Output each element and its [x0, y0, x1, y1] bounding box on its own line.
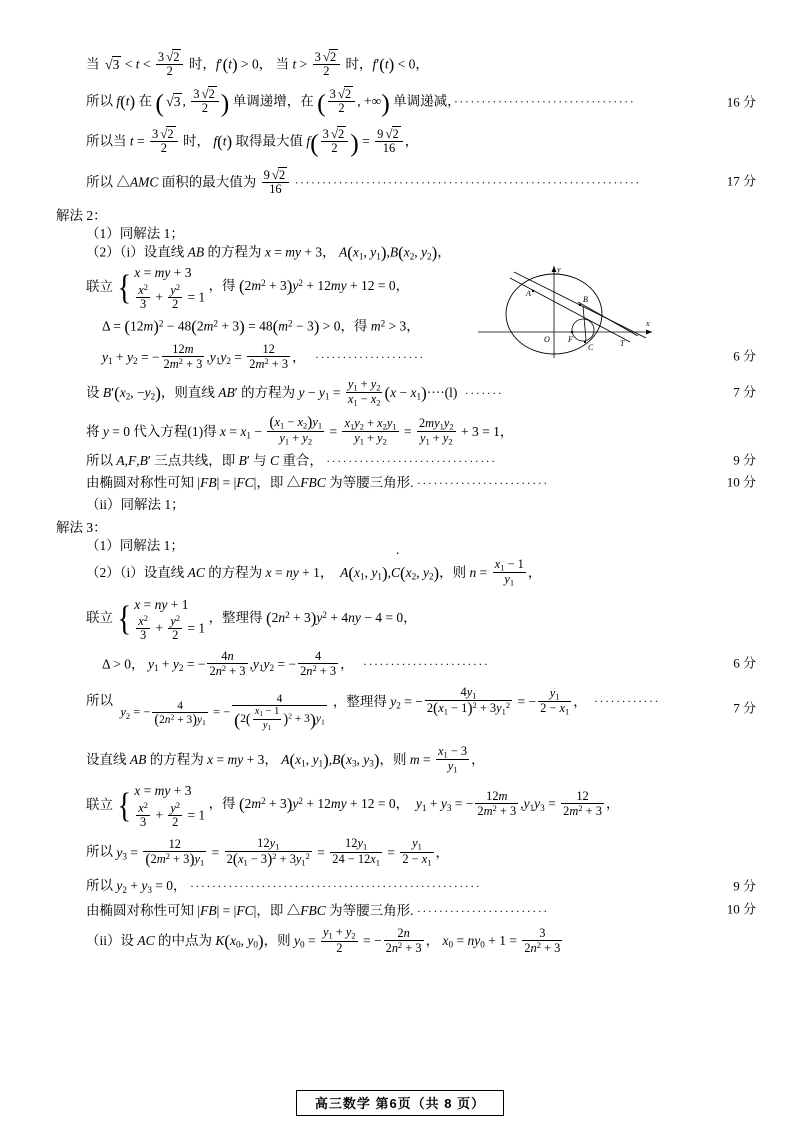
math-line-19: 由椭圆对称性可知 |FB| = |FC|，即 △FBC 为等腰三角形. ························ 10 分	[86, 902, 756, 918]
math-line-17: 所以 $y_3$ = $\frac{12}{(2m^2 + 3)y_1}$ = $\frac{12y_1}{2(x_1 - 3)^2 + 3y_1^2}$ = $\frac{12y_1}{24 - 12x_1}$ = $\frac{y_1}{2 - x_1}$ ，	[86, 835, 449, 868]
score-6-b: 6 分	[733, 655, 756, 671]
math-line-12: 联立 { x = ny + 1 $\frac{x^2}{3}$ + $\frac{y^2}{2}$ = 1 ，整理得 $(2n^2 + 3)y^2 + 4ny - 4 = 0$，	[86, 596, 417, 642]
score-16: 16 分	[726, 94, 756, 110]
math-line-20: （ii）设 AC 的中点为 $K(x_0$, $y_0$)，则 $y_0$ = $\frac{y_1 + y_2}{2}$ = − $\frac{2n}{2n^2 + 3}$ ， $x_0 = ny_0 + 1$ = $\frac{3}{2n^2 + 3}$	[86, 925, 561, 955]
equation-system-1: { x = my + 3 $\frac{x^2}{3}$ + $\frac{y^2}{2}$ = 1	[118, 265, 206, 311]
math-line-5: 联立 { x = my + 3 $\frac{x^2}{3}$ + $\frac{y^2}{2}$ = 1 ，得 $(2m^2 + 3)y^2 + 12my + 12 = 0$，	[86, 265, 410, 311]
math-line-16: 联立 { x = my + 3 $\frac{x^2}{3}$ + $\frac{y^2}{2}$ = 1 ，得 $(2m^2 + 3)y^2 + 12my + 12 = 0$， $y_1 + y_3$ = − $\frac{12m}{2m^2 + 3}$ $,y_1y_3$ = $\frac{12}{2m^2 + 3}$ ，	[86, 783, 620, 829]
document-body	[56, 50, 756, 957]
figure-label-F: F	[568, 335, 573, 344]
section-jiefa-2: 解法 2：	[56, 207, 107, 223]
math-line-2: 所以 f(t) 在 ( √3 , $\frac{3 √2}{2}$ ) 单调递增，在 ( $\frac{3 √2}{2}$ , +∞) 单调递减，································· 16 分	[86, 86, 756, 118]
math-line-7: $y_1 + y_2$ = − $\frac{12m}{2m^2 + 3}$ $,y_1y_2$ = $\frac{12}{2m^2 + 3}$ ， ···················· 6 分	[102, 341, 756, 371]
math-line-18: 所以 $y_2 + y_3 = 0$， ····················································· 9 分	[86, 878, 756, 896]
figure-label-A: A	[526, 289, 531, 298]
figure-label-T: T	[620, 339, 625, 348]
math-line-3: 所以当 t = $\frac{3 √2}{2}$ 时， f(t) 取得最大值 f( $\frac{3 √2}{2}$ ) = $\frac{9 √2}{16}$ ，	[86, 126, 419, 158]
ellipse-figure	[470, 258, 710, 368]
math-line-13: Δ > 0， $y_1 + y_2$ = − $\frac{4n}{2n^2 + 3}$ $,y_1y_2$ = − $\frac{4}{2n^2 + 3}$ ， ······················· 6 分	[102, 648, 756, 678]
footer-label: 高三数学 第6页（共 8 页）	[296, 1090, 504, 1116]
math-line-15: 设直线 AB 的方程为 x = my + 3， $A(x_1$, $y_1),B(x_3$, $y_3$)，则 m = $\frac{x_1 - 3}{y_1}$ ，	[86, 743, 485, 775]
score-6-a: 6 分	[733, 348, 756, 364]
math-line-6: $\Delta = (12m)^2 - 48(2m^2 + 3) = 48(m^2 - 3) > 0$，得 $m^2 > 3$，	[102, 316, 420, 336]
figure-label-y: y	[557, 265, 561, 274]
item-2-i-s3: （2）（i）设直线 AC 的方程为 x = ny + 1， $A(x_1$, $y_1),C(x_2$, $y_2$)，则 n = $\frac{x_1 - 1}{y_1}$ ，	[86, 556, 542, 588]
score-10-a: 10 分	[726, 474, 756, 490]
lianli-label-2: 联立	[86, 609, 113, 625]
suoyi-label-2: 所以	[86, 844, 113, 860]
section-jiefa-3: 解法 3：	[56, 520, 107, 536]
score-9-a: 9 分	[733, 452, 756, 468]
suoyi-label-1: 所以	[86, 693, 113, 709]
math-line-8: 设 $B'(x_2$, $-y_2$)，则直线 AB′ 的方程为 $y - y_1$ = $\frac{y_1 + y_2}{x_1 - x_2}$ $(x - x_1)\cdot\cdot\cdot\cdot(l)$ ······· 7 分	[86, 376, 756, 408]
figure-label-x: x	[646, 319, 650, 328]
item-1-same-1: （1）同解法 1；	[86, 225, 184, 241]
item-2-i-s2: （2）（i）设直线 AB 的方程为 x = my + 3， $A(x_1$, $y_1),B(x_2$, $y_2$)，	[86, 243, 451, 263]
score-17: 17 分	[726, 173, 756, 189]
math-line-9: 将 y = 0 代入方程(1)得 $x = x_1$ − $\frac{(x_1 - x_2)y_1}{y_1 + y_2}$ = $\frac{x_1y_2 + x_2y_1}{y_1 + y_2}$ = $\frac{2my_1y_2}{y_1 + y_2}$ + 3 = 1，	[86, 413, 514, 447]
equation-system-2: { x = ny + 1 $\frac{x^2}{3}$ + $\frac{y^2}{2}$ = 1	[118, 596, 206, 642]
score-7-a: 7 分	[733, 384, 756, 400]
math-line-4: 所以 △AMC 面积的最大值为 $\frac{9 √2}{16}$ ······························································· 17 分	[86, 166, 756, 196]
score-7-b: 7 分	[733, 700, 756, 716]
score-10-b: 10 分	[726, 902, 756, 918]
figure-label-C: C	[588, 343, 594, 352]
lianli-label-1: 联立	[86, 278, 113, 294]
item-1-same-2: （1）同解法 1； .	[86, 538, 400, 558]
score-9-b: 9 分	[733, 878, 756, 894]
math-line-1: 当 √3 < t < $\frac{3 √2}{2}$ 时，f′(t) > 0， 当 t > $\frac{3 √2}{2}$ 时，f′(t) < 0，	[86, 49, 429, 79]
lianli-label-3: 联立	[86, 796, 113, 812]
page-footer	[0, 1090, 800, 1116]
figure-label-O: O	[544, 335, 550, 344]
math-line-11: 由椭圆对称性可知 |FB| = |FC|，即 △FBC 为等腰三角形. ························ 10 分	[86, 474, 756, 491]
math-line-10: 所以 A,F,B′ 三点共线，即 B′ 与 C 重合， ······························· 9 分	[86, 452, 756, 469]
item-2-ii-same: （ii）同解法 1；	[86, 496, 185, 512]
figure-label-B: B	[583, 295, 588, 304]
equation-system-3: { x = my + 3 $\frac{x^2}{3}$ + $\frac{y^2}{2}$ = 1	[118, 783, 206, 829]
math-line-14: 所以 $y_2$ = − $\frac{4}{(2n^2 + 3)y_1}$ = − 4 (2( $\frac{x_1 - 1}{y_1}$ )$^2 + 3)y_1$ ，整理得 $y_2$ = − $\frac{4y_1}{2(x_1 - 1)^2 + 3y_1^2}$ = − $\frac{y_1}{2 - x_1}$ ， ············ 7 分	[86, 684, 756, 733]
